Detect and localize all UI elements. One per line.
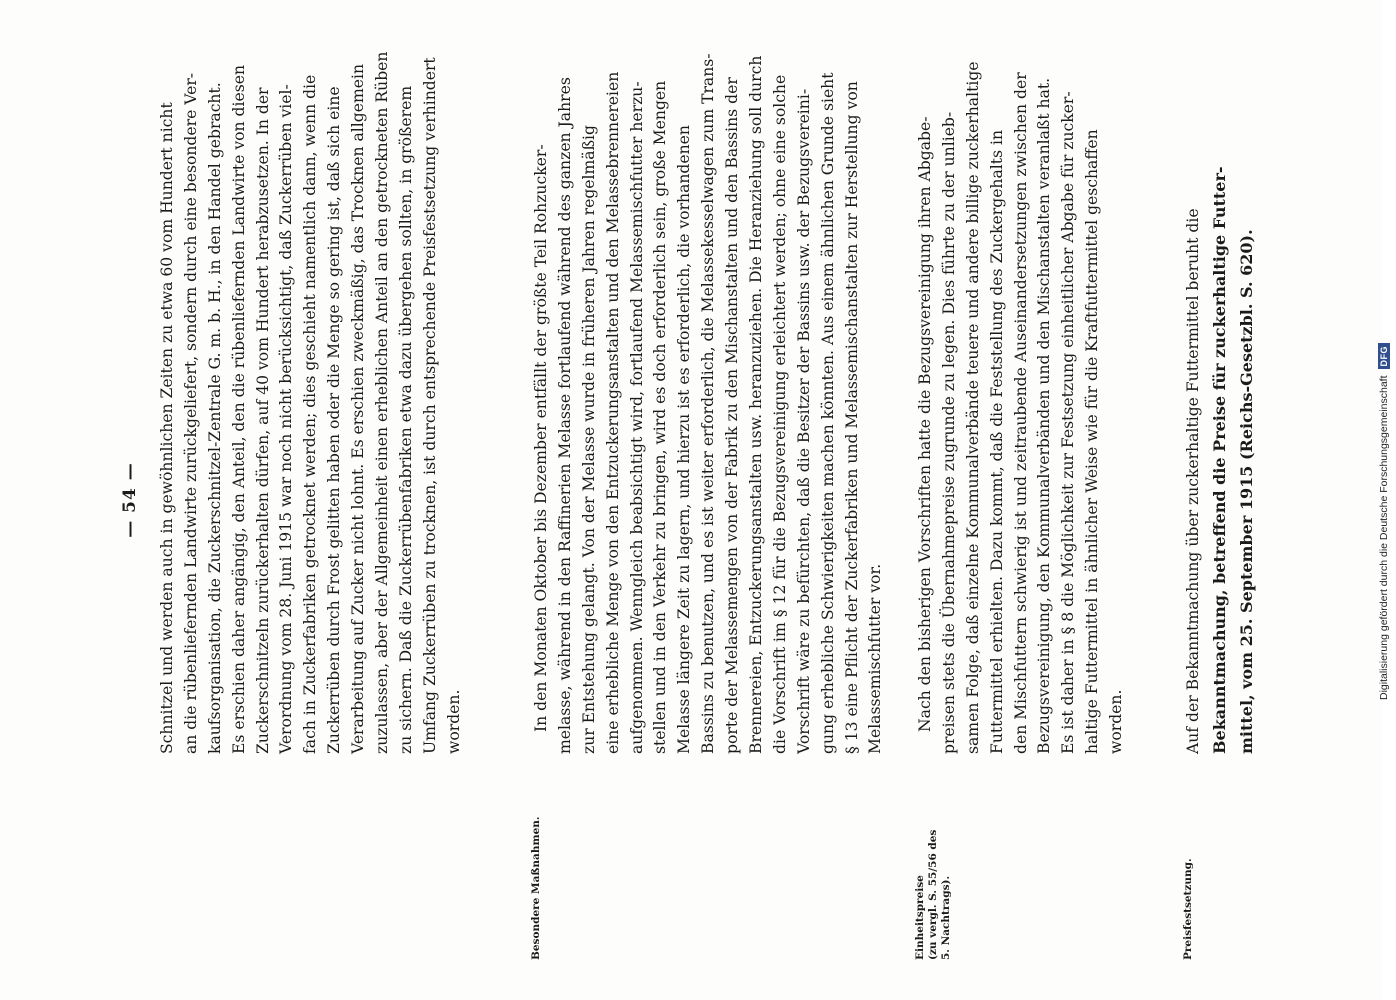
text-line: worden.	[444, 689, 463, 754]
margin-note-einheitspreise	[914, 760, 953, 960]
text-line: Vorschrift wäre zu befürchten, daß die Besitzer der Bassins usw. der Bezugsvereini-	[794, 88, 813, 754]
margin-note-line: (zu vergl. S. 55/56 des	[927, 829, 939, 960]
digitization-credit	[1358, 0, 1388, 1000]
text-line: Melassemischfutter vor.	[866, 563, 885, 754]
paragraph-einheitspreise	[914, 61, 1129, 754]
text-line: die Vorschrift im § 12 für die Bezugsvereinigung erleichtert werden; ohne eine solche	[770, 74, 789, 754]
paragraph-schnitzel	[156, 51, 467, 754]
text-line: Verarbeitung auf Zucker nicht lohnt. Es erschien zweckmäßig, das Trocknen allgemein	[349, 63, 368, 754]
margin-note-line: Einheitspreise	[914, 875, 926, 960]
text-line: Zuckerschnitzeln zurückerhalten dürfen, auf 40 vom Hundert herabzusetzen. In der	[253, 87, 272, 754]
text-line: Bassins zu benutzen, und es ist weiter erforderlich, die Melassekesselwagen zum Trans-	[699, 53, 718, 754]
decree-title-line: mittel, vom 25. September 1915 (Reichs-Gesetzbl. S. 620).	[1236, 229, 1256, 754]
text-line: kaufsorganisation, die Zuckerschnitzel-Zentrale G. m. b. H., in den Handel gebracht.	[205, 82, 224, 754]
dfg-logo: DFG	[1378, 343, 1390, 370]
text-line: eine erhebliche Menge von den Entzuckerungsanstalten und den Melassebrennereien	[603, 71, 622, 754]
decree-title-line: Bekanntmachung, betreffend die Preise für zuckerhaltige Futter-	[1209, 166, 1229, 754]
text-line: aufgenommen. Wenngleich beabsichtigt wird, fortlaufend Melassemischfutter herzu-	[627, 81, 646, 754]
text-line: § 13 eine Pflicht der Zuckerfabriken und Melassemischanstalten zur Herstellung von	[842, 81, 861, 754]
paragraph-preisfestsetzung	[1182, 144, 1260, 754]
credit-text: Digitalisierung gefördert durch die Deutsche Forschungsgemeinschaft	[1378, 375, 1390, 700]
text-line: In den Monaten Oktober bis Dezember entfällt der größte Teil Rohzucker-	[532, 144, 550, 732]
text-line: gung erhebliche Schwierigkeiten machen könnten. Aus einem ähnlichen Grunde sieht	[818, 72, 837, 754]
margin-note-line: 5. Nachtrags).	[940, 875, 952, 960]
text-line: melasse, während in den Raffinerien Melasse fortlaufend während des ganzen Jahres	[555, 77, 574, 754]
text-line: Nach den bisherigen Vorschriften hatte die Bezugsvereinigung ihren Abgabe-	[916, 116, 934, 732]
margin-note-besondere-massnahmen	[530, 760, 543, 960]
text-line: haltige Futtermittel in ähnlicher Weise wie für die Kraftfuttermittel geschaffen	[1083, 129, 1102, 754]
text-line: zur Entstehung gelangt. Von der Melasse wurde in früheren Jahren regelmäßig	[579, 125, 598, 754]
paragraph-melasse	[530, 53, 888, 754]
text-line: porte der Melassemengen von der Fabrik zu den Mischanstalten und den Bassins der	[723, 77, 742, 754]
text-line: den Mischfuttern schwierig ist und zeitraubende Auseinandersetzungen zwischen der	[1011, 72, 1030, 754]
text-line: zu sichern. Daß die Zuckerrübenfabriken etwa dazu übergehen sollten, in größerem	[396, 85, 415, 754]
text-line: Es ist daher in § 8 die Möglichkeit zur Festsetzung einheitlicher Abgabe für zucker-	[1059, 91, 1078, 754]
text-line: Schnitzel und werden auch in gewöhnlichen Zeiten zu etwa 60 vom Hundert nicht	[158, 102, 176, 754]
text-line: an die rübenliefernden Landwirte zurückgeliefert, sondern durch eine besondere Ver-	[181, 72, 200, 754]
rotated-document-page	[112, 0, 1312, 1000]
text-line: Futtermittel erhielten. Dazu kommt, daß die Feststellung des Zuckergehalts in	[987, 129, 1006, 754]
text-line: worden.	[1107, 689, 1126, 754]
text-line: samen Folge, daß einzelne Kommunalverbände teuere und andere billige zuckerhaltige	[963, 61, 982, 754]
text-line: Melasse längere Zeit zu lagern, und hierzu ist es erforderlich, die vorhandenen	[675, 125, 694, 754]
margin-note-preisfestsetzung	[1182, 760, 1195, 960]
page-number: — 54 —	[120, 462, 140, 538]
text-line: Verordnung vom 28. Juni 1915 war noch nicht berücksichtigt, daß Zuckerrüben viel-	[277, 84, 296, 754]
margin-note-line: Preisfestsetzung.	[1182, 858, 1194, 960]
text-line: Umfang Zuckerrüben zu trocknen, ist durch entsprechende Preisfestsetzung verhindert	[420, 57, 439, 754]
text-line: Bezugsvereinigung, den Kommunalverbänden und den Mischanstalten veranlaßt hat.	[1035, 77, 1054, 754]
text-line: fach in Zuckerfabriken getrocknet werden; dies geschieht namentlich dann, wenn die	[301, 74, 320, 754]
text-line: preisen stets die Übernahmepreise zugrunde zu legen. Dies führte zu der unlieb-	[939, 111, 958, 754]
text-line: Es erschien daher angängig, den Anteil, den die rübenliefernden Landwirte von diesen	[229, 64, 248, 754]
margin-note-line: Besondere Maßnahmen.	[530, 816, 542, 960]
text-line: stellen und in den Verkehr zu bringen, wird es doch erforderlich sein, große Mengen	[651, 80, 670, 754]
intro-line: Auf der Bekanntmachung über zuckerhaltige Futtermittel beruht die	[1184, 208, 1202, 754]
text-line: zuzulassen, aber der Allgemeinheit einen erheblichen Anteil an den getrockneten Rüben	[373, 51, 392, 754]
text-line: Brennereien, Entzuckerungsanstalten usw. heranzuziehen. Die Heranziehung soll durch	[747, 55, 766, 754]
text-line: Zuckerrüben durch Frost gelitten haben oder die Menge so gering ist, daß sich eine	[325, 86, 344, 754]
